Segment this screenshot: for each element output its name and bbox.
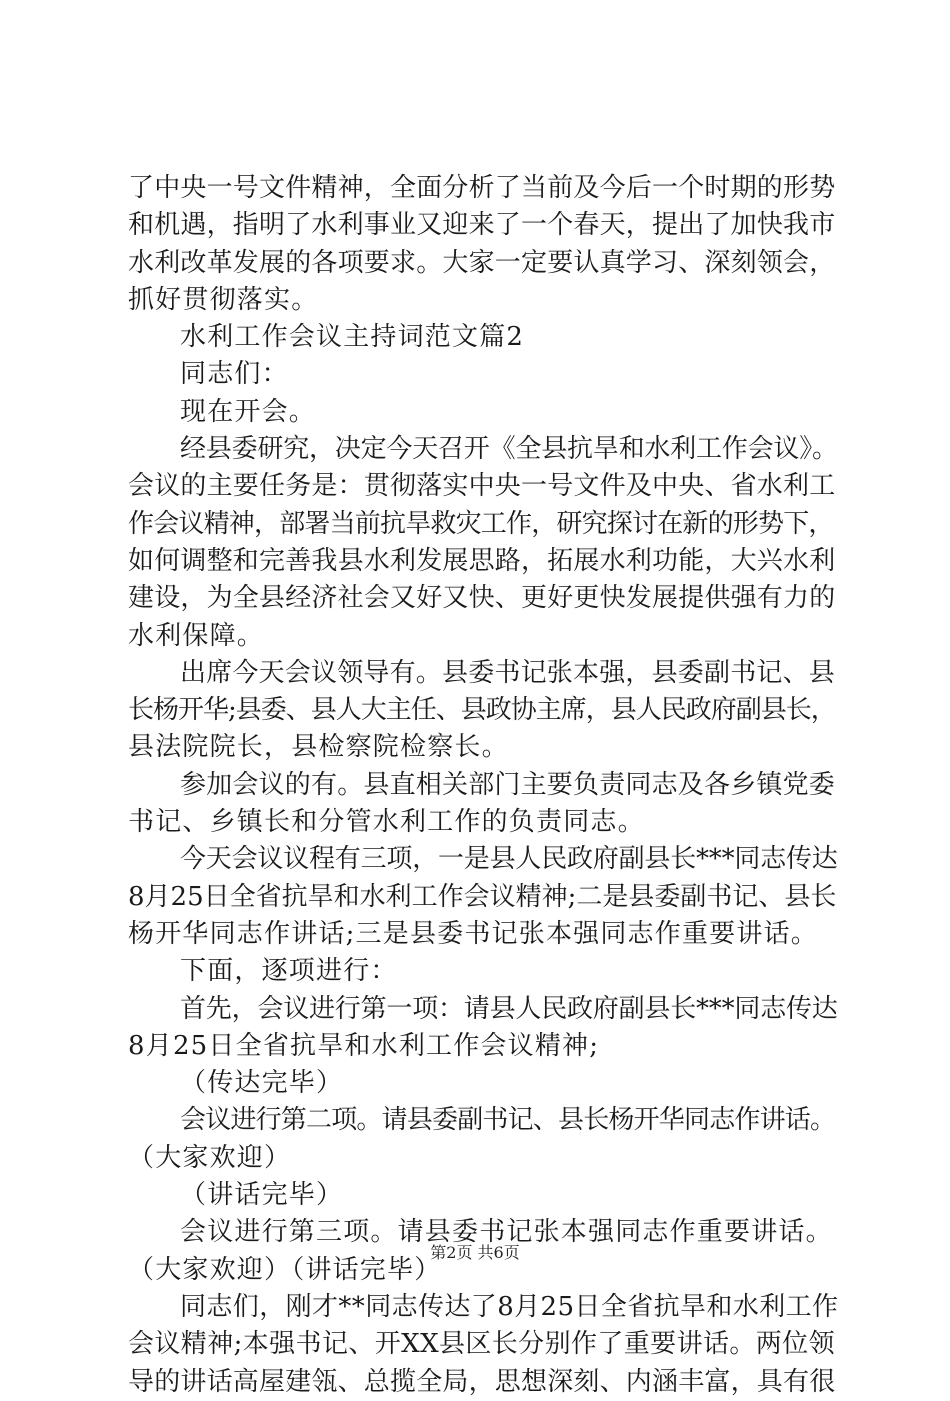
text-line: 水利工作会议主持词范文篇2	[180, 322, 525, 353]
text-line: 8月25日全省抗旱和水利工作会议精神;二是县委副书记、县长	[128, 881, 837, 912]
text-line: 县法院院长，县检察院检察长。	[128, 732, 509, 763]
text-line: 经县委研究，决定今天召开《全县抗旱和水利工作会议》。	[180, 434, 838, 465]
text-line: 8月25日全省抗旱和水利工作会议精神;	[128, 1030, 600, 1061]
text-line: 现在开会。	[180, 396, 317, 427]
document-body	[128, 170, 838, 1401]
text-line: 今天会议议程有三项，一是县人民政府副县长***同志传达	[180, 844, 838, 875]
text-line: （大家欢迎）（讲话完毕）	[128, 1254, 442, 1285]
text-line: 抓好贯彻落实。	[128, 284, 319, 315]
text-line: 了中央一号文件精神，全面分析了当前及今后一个时期的形势	[128, 173, 836, 203]
text-line: 同志们：	[180, 359, 289, 390]
text-line: 参加会议的有。县直相关部门主要负责同志及各乡镇党委	[180, 769, 836, 800]
text-line: 长杨开华;县委、县人大主任、县政协主席，县人民政府副县长，	[128, 695, 836, 726]
text-line: 建设，为全县经济社会又好又快、更好更快发展提供强有力的	[128, 583, 836, 614]
text-line: （大家欢迎）	[128, 1142, 292, 1173]
text-line: 会议的主要任务是：贯彻落实中央一号文件及中央、省水利工	[128, 471, 836, 502]
text-line: （传达完毕）	[180, 1068, 344, 1099]
text-line: 书记、乡镇长和分管水利工作的负责同志。	[128, 807, 645, 838]
text-line: 出席今天会议领导有。县委书记张本强，县委副书记、县	[180, 657, 836, 688]
text-line: 会议精神;本强书记、开XX县区长分别作了重要讲话。两位领	[128, 1329, 835, 1360]
text-line: 会议进行第二项。请县委副书记、县长杨开华同志作讲话。	[180, 1105, 836, 1136]
text-line: （讲话完毕）	[180, 1180, 344, 1211]
text-line: 会议进行第三项。请县委书记张本强同志作重要讲话。	[180, 1217, 833, 1248]
text-line: 首先，会议进行第一项：请县人民政府副县长***同志传达	[180, 993, 838, 1024]
text-line: 如何调整和完善我县水利发展思路，拓展水利功能，大兴水利	[128, 545, 836, 576]
text-line: 杨开华同志作讲话;三是县委书记张本强同志作重要讲话。	[128, 918, 818, 949]
text-line: 和机遇，指明了水利事业又迎来了一个春天，提出了加快我市	[128, 210, 836, 241]
text-line: 作会议精神，部署当前抗旱救灾工作，研究探讨在新的形势下，	[128, 508, 834, 539]
text-line: 同志们，刚才**同志传达了8月25日全省抗旱和水利工作	[180, 1291, 839, 1322]
text-line: 下面，逐项进行：	[180, 956, 398, 987]
page-footer: 第2页 共6页	[430, 1243, 520, 1262]
text-line: 导的讲话高屋建瓴、总揽全局，思想深刻、内涵丰富，具有很	[128, 1366, 836, 1397]
text-line: 水利改革发展的各项要求。大家一定要认真学习、深刻领会，	[128, 247, 836, 278]
text-line: 水利保障。	[128, 620, 265, 651]
